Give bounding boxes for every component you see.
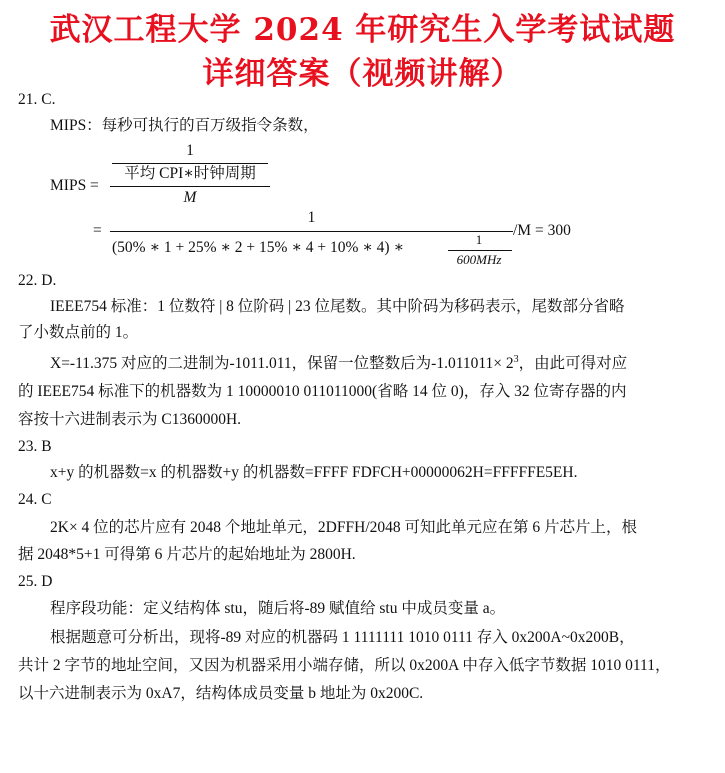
q25-label: 25. D <box>18 573 53 590</box>
q22-p2-pre: X=-11.375 对应的二进制为-1011.011，保留一位整数后为-1.011011× 2 <box>50 355 514 372</box>
q22-p2-post: ，由此可得对应 <box>518 355 628 372</box>
q24-label: 24. C <box>18 491 52 508</box>
q22-paragraph2-line3: 容按十六进制表示为 C1360000H. <box>18 411 242 428</box>
q21-result: /M = 300 <box>513 222 571 239</box>
q22-paragraph2-line2: 的 IEEE754 标准下的机器数为 1 10000010 011011000(省略 14 位 0)，存入 32 位寄存器的内 <box>18 383 627 400</box>
q21-definition: MIPS：每秒可执行的百万级指令条数， <box>50 117 319 134</box>
q25-paragraph2-line1: 根据题意可分析出，现将-89 对应的机器码 1 1111111 1010 0111 存入 0x200A~0x200B， <box>50 629 635 646</box>
q21-small-denominator: 600MHz <box>456 252 502 267</box>
q21-equals: = <box>93 222 102 239</box>
q22-paragraph1-line1: IEEE754 标准：1 位数符 | 8 位阶码 | 23 位尾数。其中阶码为移码表示，尾数部分省略 <box>50 298 625 315</box>
q24-paragraph-line1: 2K× 4 位的芯片应有 2048 个地址单元，2DFFH/2048 可知此单元应在第 6 片芯片上，根 <box>50 519 637 536</box>
document-title-line2: 详细答案（视频讲解） <box>202 56 523 92</box>
q22-label: 22. D. <box>18 272 57 289</box>
q21-big-numerator: 1 <box>307 209 316 226</box>
q21-inner-denominator: 平均 CPI∗时钟周期 <box>124 165 256 182</box>
q21-small-numerator: 1 <box>475 232 483 247</box>
q21-inner-numerator: 1 <box>186 142 194 159</box>
q21-label: 21. C. <box>18 91 56 108</box>
q23-paragraph: x+y 的机器数=x 的机器数+y 的机器数=FFFF FDFCH+00000062H=FFFFFE5EH. <box>50 464 578 481</box>
q25-paragraph2-line3: 以十六进制表示为 0xA7，结构体成员变量 b 地址为 0x200C. <box>18 685 424 702</box>
q22-paragraph2-line1 <box>50 354 627 374</box>
q25-paragraph1: 程序段功能：定义结构体 stu，随后将-89 赋值给 stu 中成员变量 a。 <box>50 600 506 617</box>
q25-paragraph2-line2: 共计 2 字节的地址空间，又因为机器采用小端存储，所以 0x200A 中存入低字节数据 1010 0111， <box>18 657 671 674</box>
q21-outer-denominator: M <box>183 189 197 206</box>
q21-big-denominator: (50% ∗ 1 + 25% ∗ 2 + 15% ∗ 4 + 10% ∗ 4) ∗ <box>112 239 404 256</box>
q21-outer-fraction-bar <box>110 186 270 187</box>
q24-paragraph-line2: 据 2048*5+1 可得第 6 片芯片的起始地址为 2800H. <box>18 546 356 563</box>
document-title-line1: 武汉工程大学 2024 年研究生入学考试试题 <box>49 12 676 48</box>
q22-p2-exponent: 3 <box>513 354 519 365</box>
q21-lhs: MIPS = <box>50 177 99 194</box>
q23-label: 23. B <box>18 438 52 455</box>
q22-paragraph1-line2: 了小数点前的 1。 <box>18 324 139 341</box>
